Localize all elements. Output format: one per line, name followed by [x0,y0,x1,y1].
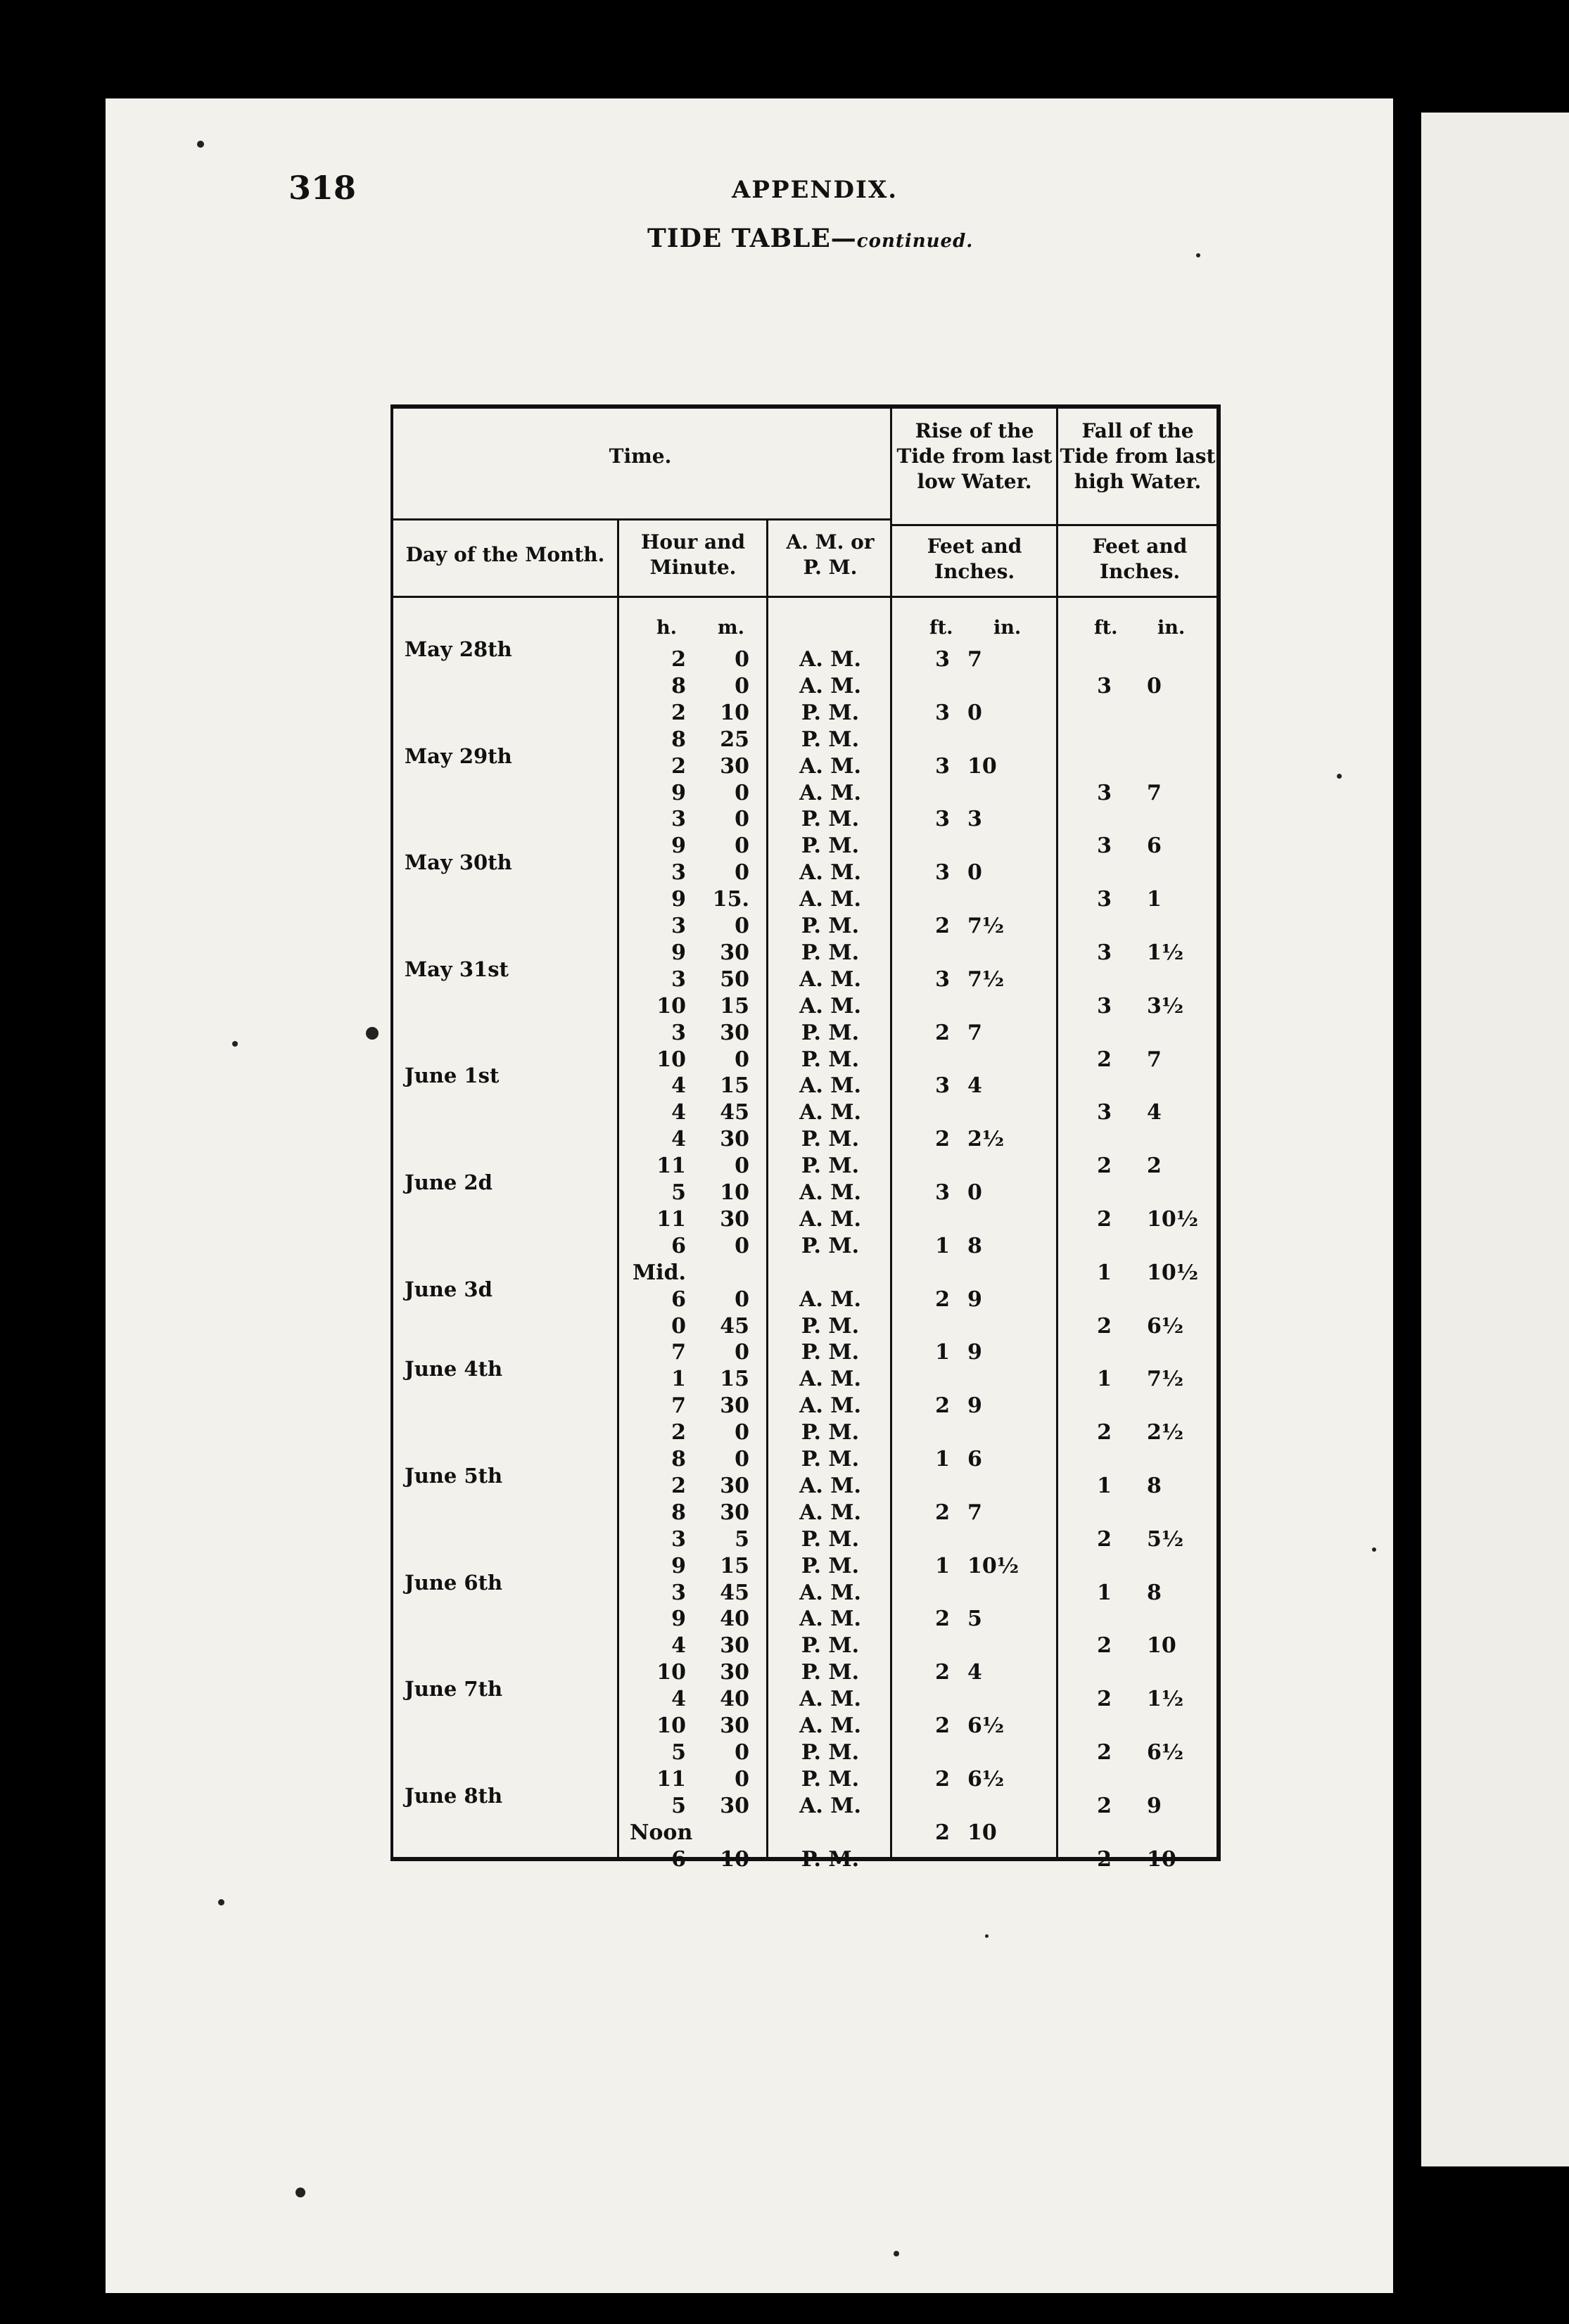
ampm-cell: P. M. [801,1340,860,1365]
rise-inches-cell: 2½ [967,1127,1005,1152]
fall-inches-cell: 10 [1147,1846,1176,1872]
fall-feet-cell: 2 [1097,1633,1112,1659]
hour-cell: 11 [656,1766,686,1792]
minute-cell: 0 [735,647,749,672]
table-top-rule [390,404,1221,409]
fall-inches-subhead: in. [1157,617,1186,639]
ampm-header: A. M. or P. M. [786,530,875,579]
minute-cell: 30 [720,1206,749,1232]
minute-cell: 45 [720,1313,749,1339]
rise-inches-cell: 7½ [967,966,1005,992]
hour-cell: 3 [671,1580,686,1605]
hour-cell: 8 [671,1500,686,1525]
fall-feet-cell: 2 [1097,1846,1112,1872]
fall-feet-cell: 2 [1097,1420,1112,1445]
scan-speck [296,2188,305,2197]
day-cell: June 1st [405,1064,500,1088]
hour-cell: Noon [630,1820,693,1845]
hour-cell: 10 [656,1660,686,1685]
hour-cell: 3 [671,860,686,886]
ampm-cell: P. M. [801,1660,860,1685]
fall-inches-cell: 6½ [1147,1739,1184,1765]
ampm-cell: A. M. [799,1100,861,1125]
minute-cell: 30 [720,1713,749,1738]
fall-inches-cell: 6 [1147,834,1162,859]
scan-speck [197,141,204,148]
fall-inches-cell: 10 [1147,1633,1176,1659]
fall-feet-cell: 3 [1097,780,1112,805]
rise-inches-cell: 4 [967,1073,982,1099]
fall-feet-cell: 1 [1097,1580,1112,1605]
rise-feet-cell: 1 [935,1553,950,1578]
day-header: Day of the Month. [405,543,605,566]
hour-cell: 4 [671,1127,686,1152]
minute-cell: 30 [720,1793,749,1818]
ampm-cell: P. M. [801,1020,860,1045]
rise-inches-cell: 9 [967,1286,982,1312]
minute-cell: 5 [735,1526,749,1552]
minute-cell: 10 [720,1180,749,1205]
minute-cell: 0 [735,1420,749,1445]
minute-cell: 0 [735,807,749,832]
fall-feet-cell: 2 [1097,1687,1112,1712]
minute-cell: 15 [720,993,749,1019]
ampm-cell: P. M. [801,914,860,938]
hour-cell: 4 [671,1687,686,1712]
ampm-cell: P. M. [801,700,860,725]
rise-units-header: Feet and Inches. [927,535,1022,583]
fall-feet-cell: 2 [1097,1154,1112,1179]
rise-header: Rise of the Tide from last low Water. [896,419,1053,493]
minute-cell: 30 [720,1633,749,1659]
minute-cell: 0 [735,914,749,938]
ampm-cell: A. M. [799,1500,861,1525]
minute-cell: 25 [720,727,749,752]
minutes-subhead: m. [718,617,744,639]
fall-feet-subhead: ft. [1094,617,1118,639]
rise-feet-cell: 1 [935,1233,950,1258]
ampm-cell: P. M. [801,1766,860,1792]
ampm-cell: A. M. [799,780,861,805]
fall-inches-cell: 10½ [1147,1206,1199,1232]
hour-cell: 2 [671,1473,686,1498]
ampm-cell: P. M. [801,1127,860,1152]
minute-cell: 0 [735,1739,749,1765]
hour-cell: 2 [671,700,686,725]
table-title-main: TIDE TABLE [647,224,831,253]
ampm-cell: A. M. [799,673,861,698]
tide-table [390,404,1221,1872]
fall-inches-cell: 1 [1147,887,1162,912]
minute-cell: 30 [720,940,749,965]
fall-feet-cell: 2 [1097,1313,1112,1339]
hour-cell: 11 [656,1154,686,1179]
rise-feet-cell: 1 [935,1340,950,1365]
ampm-cell: A. M. [799,993,861,1019]
ampm-cell: P. M. [801,1047,860,1072]
hour-cell: 8 [671,1447,686,1471]
rise-feet-cell: 3 [935,700,950,725]
hour-cell: 5 [671,1739,686,1765]
hour-cell: 9 [671,887,686,912]
day-cell: June 7th [405,1677,503,1702]
rise-inches-cell: 10½ [967,1553,1019,1578]
ampm-cell: A. M. [799,1580,861,1605]
day-cell: June 3d [405,1277,493,1301]
rise-feet-cell: 1 [935,1447,950,1471]
table-title-dash: — [830,224,857,253]
ampm-cell: P. M. [801,1526,860,1552]
fall-inches-cell: 2 [1147,1154,1162,1179]
hour-cell: 9 [671,780,686,805]
hours-subhead: h. [656,617,678,639]
minute-cell: 0 [735,673,749,698]
hour-cell: 9 [671,1607,686,1632]
ampm-cell: P. M. [801,1846,860,1872]
hour-cell: 1 [671,1367,686,1392]
hour-cell: 10 [656,993,686,1019]
time-header: Time. [609,445,672,468]
hour-cell: 8 [671,727,686,752]
hour-cell: 10 [656,1047,686,1072]
fall-inches-cell: 6½ [1147,1313,1184,1339]
fall-feet-cell: 3 [1097,673,1112,698]
hour-cell: 7 [671,1340,686,1365]
hour-cell: 2 [671,753,686,779]
ampm-cell: A. M. [799,1687,861,1712]
minute-cell: 0 [735,1340,749,1365]
table-title [647,224,973,253]
hour-cell: 2 [671,647,686,672]
rise-inches-cell: 4 [967,1660,982,1685]
fall-inches-cell: 4 [1147,1100,1162,1125]
minute-cell: 0 [735,780,749,805]
ampm-cell: P. M. [801,1553,860,1578]
minute-cell: 0 [735,1233,749,1258]
ampm-cell: A. M. [799,887,861,912]
hour-cell: 2 [671,1420,686,1445]
minute-cell: 45 [720,1100,749,1125]
minute-cell: 10 [720,700,749,725]
rise-feet-cell: 3 [935,807,950,832]
minute-cell: 0 [735,1154,749,1179]
minute-cell: 15 [720,1073,749,1099]
minute-cell: 0 [735,834,749,859]
rise-feet-cell: 3 [935,1073,950,1099]
fall-feet-cell: 1 [1097,1367,1112,1392]
fall-inches-cell: 1½ [1147,940,1184,965]
minute-cell: 15. [712,887,749,912]
day-cell: May 28th [405,637,512,661]
scan-speck [366,1027,379,1040]
scan-speck [1372,1547,1376,1552]
ampm-cell: P. M. [801,1233,860,1258]
day-cell: May 31st [405,957,509,981]
fall-inches-cell: 8 [1147,1580,1162,1605]
fall-inches-cell: 8 [1147,1473,1162,1498]
hour-cell: 6 [671,1286,686,1312]
rise-inches-cell: 7 [967,1020,982,1045]
hour-cell: 6 [671,1846,686,1872]
ampm-cell: P. M. [801,1420,860,1445]
rise-feet-cell: 2 [935,1286,950,1312]
minute-cell: 30 [720,1127,749,1152]
ampm-cell: A. M. [799,1607,861,1632]
hour-cell: 5 [671,1793,686,1818]
ampm-cell: A. M. [799,1286,861,1312]
rise-inches-cell: 9 [967,1393,982,1419]
rise-feet-cell: 3 [935,1180,950,1205]
rise-inches-cell: 6½ [967,1766,1005,1792]
hour-cell: 4 [671,1633,686,1659]
rise-feet-cell: 3 [935,860,950,886]
minute-cell: 0 [735,860,749,886]
fall-units-header: Feet and Inches. [1092,535,1188,583]
minute-cell: 30 [720,1500,749,1525]
scan-speck [985,1934,989,1938]
day-cell: June 6th [405,1570,503,1595]
ampm-cell: A. M. [799,1713,861,1738]
rise-inches-cell: 7 [967,647,982,672]
fall-feet-cell: 2 [1097,1739,1112,1765]
fall-feet-cell: 1 [1097,1473,1112,1498]
hour-cell: 9 [671,834,686,859]
fall-feet-cell: 2 [1097,1793,1112,1818]
fall-inches-cell: 0 [1147,673,1162,698]
fall-feet-cell: 2 [1097,1526,1112,1552]
day-cell: May 30th [405,850,512,875]
minute-cell: 0 [735,1047,749,1072]
fall-feet-cell: 3 [1097,993,1112,1019]
rise-inches-subhead: in. [993,617,1022,639]
minute-cell: 10 [720,1846,749,1872]
fall-inches-cell: 2½ [1147,1420,1184,1445]
rise-feet-cell: 3 [935,966,950,992]
rise-feet-cell: 2 [935,1607,950,1632]
hour-cell: 3 [671,966,686,992]
fall-feet-cell: 3 [1097,834,1112,859]
running-title: APPENDIX. [732,176,898,204]
minute-cell: 40 [720,1607,749,1632]
time-header-rule [390,518,890,521]
scan-speck [1196,253,1200,257]
time-column-rule [766,518,768,1858]
rise-inches-cell: 3 [967,807,982,832]
rise-inches-cell: 0 [967,700,982,725]
fall-feet-cell: 2 [1097,1206,1112,1232]
hour-cell: 3 [671,807,686,832]
hour-cell: 5 [671,1180,686,1205]
rise-column-rule [1056,404,1058,1858]
fall-inches-cell: 7 [1147,780,1162,805]
minute-cell: 30 [720,1393,749,1419]
rise-inches-cell: 5 [967,1607,982,1632]
rise-feet-cell: 3 [935,753,950,779]
fall-feet-cell: 1 [1097,1260,1112,1285]
minute-cell: 15 [720,1553,749,1578]
hour-minute-header: Hour and Minute. [640,530,746,579]
scan-speck [894,2251,899,2256]
ampm-cell: A. M. [799,1793,861,1818]
day-column-rule [617,518,619,1858]
ampm-cell: P. M. [801,807,860,832]
rise-feet-cell: 2 [935,1020,950,1045]
ampm-column-rule [890,404,892,1858]
ampm-cell: A. M. [799,753,861,779]
fall-feet-cell: 2 [1097,1047,1112,1072]
ampm-cell: P. M. [801,1633,860,1659]
rise-inches-cell: 7½ [967,914,1005,938]
ampm-cell: A. M. [799,1473,861,1498]
ampm-cell: A. M. [799,1393,861,1419]
fall-inches-cell: 1½ [1147,1687,1184,1712]
ampm-cell: P. M. [801,1739,860,1765]
minute-cell: 30 [720,1020,749,1045]
ampm-cell: P. M. [801,940,860,965]
ampm-cell: P. M. [801,727,860,752]
minute-cell: 30 [720,1473,749,1498]
ampm-cell: A. M. [799,647,861,672]
day-cell: June 8th [405,1783,503,1808]
rise-feet-cell: 2 [935,1127,950,1152]
rise-inches-cell: 9 [967,1340,982,1365]
hour-cell: 4 [671,1100,686,1125]
table-left-rule [390,404,393,1861]
minute-cell: 0 [735,1447,749,1471]
scan-speck [232,1041,238,1047]
table-right-rule [1217,404,1221,1861]
fall-inches-cell: 7 [1147,1047,1162,1072]
fall-feet-cell: 3 [1097,940,1112,965]
hour-cell: 9 [671,1553,686,1578]
minute-cell: 15 [720,1367,749,1392]
rise-feet-cell: 2 [935,1660,950,1685]
rise-inches-cell: 6½ [967,1713,1005,1738]
day-cell: June 5th [405,1463,503,1488]
ampm-cell: A. M. [799,1206,861,1232]
minute-cell: 40 [720,1687,749,1712]
minute-cell: 50 [720,966,749,992]
facing-page-edge [1421,113,1569,2166]
ampm-cell: A. M. [799,1367,861,1392]
fall-inches-cell: 7½ [1147,1367,1184,1392]
rise-inches-cell: 0 [967,860,982,886]
rise-inches-cell: 6 [967,1447,982,1471]
day-cell: May 29th [405,743,512,768]
hour-cell: 6 [671,1233,686,1258]
rise-feet-cell: 2 [935,1713,950,1738]
rise-feet-cell: 2 [935,1393,950,1419]
rise-feet-cell: 3 [935,647,950,672]
hour-cell: 3 [671,1020,686,1045]
ampm-cell: A. M. [799,860,861,886]
rise-inches-cell: 10 [967,753,997,779]
minute-cell: 45 [720,1580,749,1605]
scan-speck [218,1899,224,1905]
rise-feet-cell: 2 [935,914,950,938]
day-cell: June 2d [405,1170,493,1194]
rise-feet-cell: 2 [935,1766,950,1792]
rise-feet-subhead: ft. [929,617,953,639]
rise-feet-cell: 2 [935,1820,950,1845]
subheader-rule [390,596,1219,598]
hour-cell: 8 [671,673,686,698]
hour-cell: 9 [671,940,686,965]
ampm-cell: P. M. [801,1154,860,1179]
rise-inches-cell: 7 [967,1500,982,1525]
table-title-continued: continued. [856,231,974,252]
fall-inches-cell: 9 [1147,1793,1162,1818]
fall-feet-cell: 3 [1097,1100,1112,1125]
ampm-cell: A. M. [799,966,861,992]
rise-inches-cell: 10 [967,1820,997,1845]
ampm-cell: P. M. [801,834,860,859]
fall-inches-cell: 5½ [1147,1526,1184,1552]
hour-cell: 10 [656,1713,686,1738]
ampm-cell: P. M. [801,1447,860,1471]
hour-cell: 11 [656,1206,686,1232]
tide-header-rule [890,524,1219,526]
hour-cell: Mid. [632,1260,686,1285]
fall-header: Fall of the Tide from last high Water. [1060,419,1216,493]
minute-cell: 30 [720,753,749,779]
day-cell: June 4th [405,1357,503,1381]
ampm-cell: P. M. [801,1313,860,1339]
ampm-cell: A. M. [799,1073,861,1099]
minute-cell: 0 [735,1286,749,1312]
hour-cell: 7 [671,1393,686,1419]
fall-inches-cell: 3½ [1147,993,1184,1019]
hour-cell: 0 [671,1313,686,1339]
page-number: 318 [288,169,357,207]
minute-cell: 30 [720,1660,749,1685]
hour-cell: 3 [671,1526,686,1552]
minute-cell: 0 [735,1766,749,1792]
fall-inches-cell: 10½ [1147,1260,1199,1285]
hour-cell: 3 [671,914,686,938]
ampm-cell: A. M. [799,1180,861,1205]
rise-inches-cell: 8 [967,1233,982,1258]
rise-inches-cell: 0 [967,1180,982,1205]
rise-feet-cell: 2 [935,1500,950,1525]
scan-speck [1337,774,1342,779]
hour-cell: 4 [671,1073,686,1099]
fall-feet-cell: 3 [1097,887,1112,912]
